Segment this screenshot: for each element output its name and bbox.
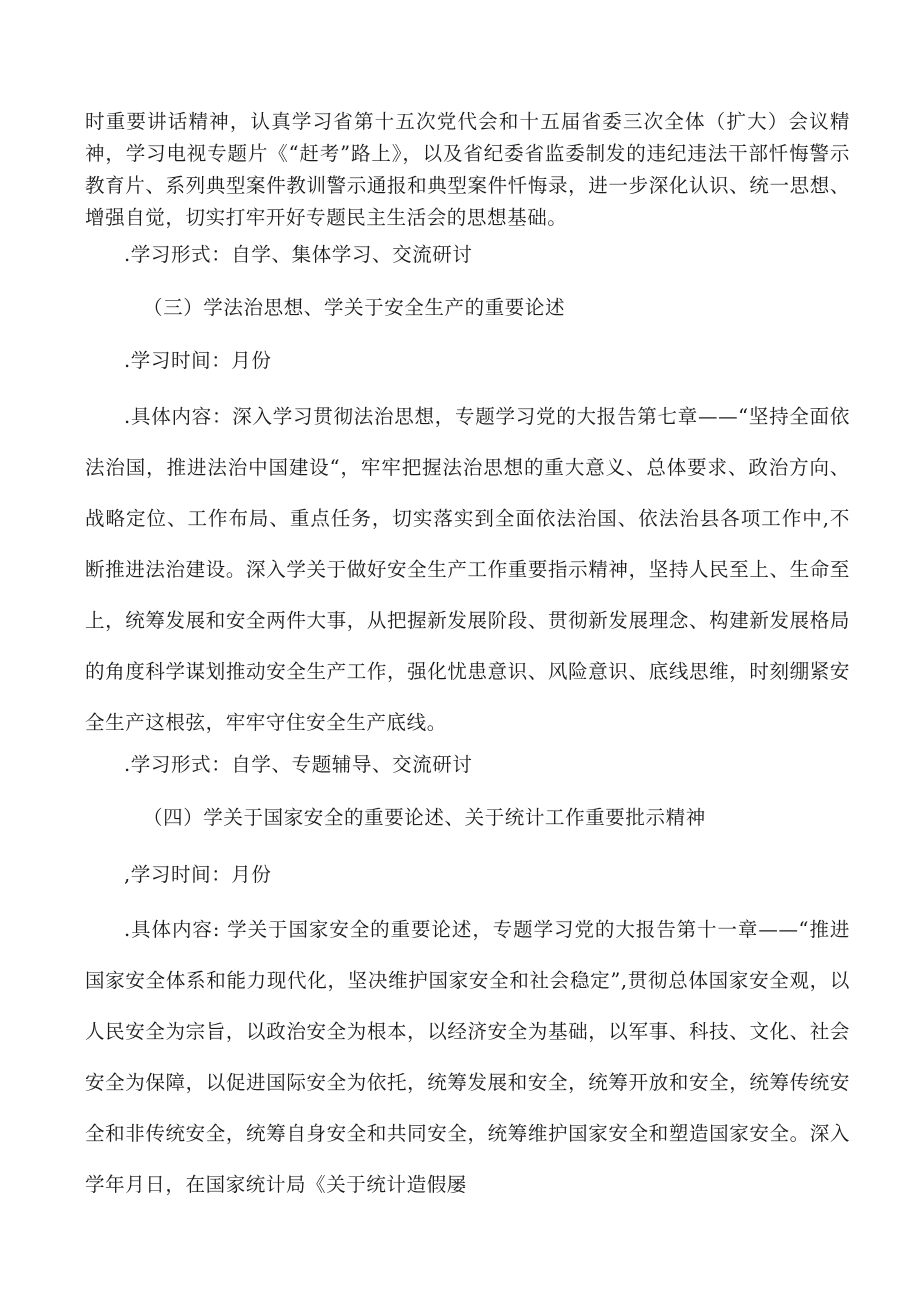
section-heading-4: （四）学关于国家安全的重要论述、关于统计工作重要批示精神 bbox=[143, 806, 706, 829]
study-form-2: .学习形式：自学、专题辅导、交流研讨 bbox=[124, 753, 473, 776]
specific-content-2: .具体内容: 学关于国家安全的重要论述，专题学习党的大报告第十一章——“推进国家安全体系和能力现代化，坚决维护国家安全和社会稳定”,贯彻总体国家安全观，以人民安全为宗旨，以政治安全为根本，以经济安全为基础，以军事、科技、文化、社会安全为保障，以促进国际安全为依托，统筹发展和安全，统筹开放和安全，统筹传统安全和非传统安全，统筹自身安全和共同安全，统筹维护国家安全和塑造国家安全。深入学年月日，在国家统计局《关于统计造假屡 bbox=[85, 918, 850, 1196]
specific-content-1: .具体内容：深入学习贯彻法治思想，专题学习党的大报告第七章——“坚持全面依法治国，推进法治中国建设“，牢牢把握法治思想的重大意义、总体要求、政治方向、战略定位、工作布局、重点任务，切实落实到全面依法治国、依法治县各项工作中,不断推进法治建设。深入学关于做好安全生产工作重要指示精神，坚持人民至上、生命至上，统筹发展和安全两件大事，从把握新发展阶段、贯彻新发展理念、构建新发展格局的角度科学谋划推动安全生产工作，强化忧患意识、风险意识、底线思维，时刻绷紧安全生产这根弦，牢牢守住安全生产底线。 bbox=[85, 405, 850, 734]
study-time-1: .学习时间：月份 bbox=[124, 349, 272, 372]
paragraph-intro-continuation: 时重要讲话精神，认真学习省第十五次党代会和十五届省委三次全体（扩大）会议精神，学习电视专题片《“赶考”路上》，以及省纪委省监委制发的违纪违法干部忏悔警示教育片、系列典型案件教训警示通报和典型案件忏悔录，进一步深化认识、统一思想、增强自觉，切实打牢开好专题民主生活会的思想基础。 bbox=[85, 110, 850, 229]
section-heading-3: （三）学法治思想、学关于安全生产的重要论述 bbox=[143, 296, 566, 319]
study-form-1: .学习形式：自学、集体学习、交流研讨 bbox=[124, 243, 473, 266]
study-time-2: ,学习时间：月份 bbox=[124, 863, 272, 886]
